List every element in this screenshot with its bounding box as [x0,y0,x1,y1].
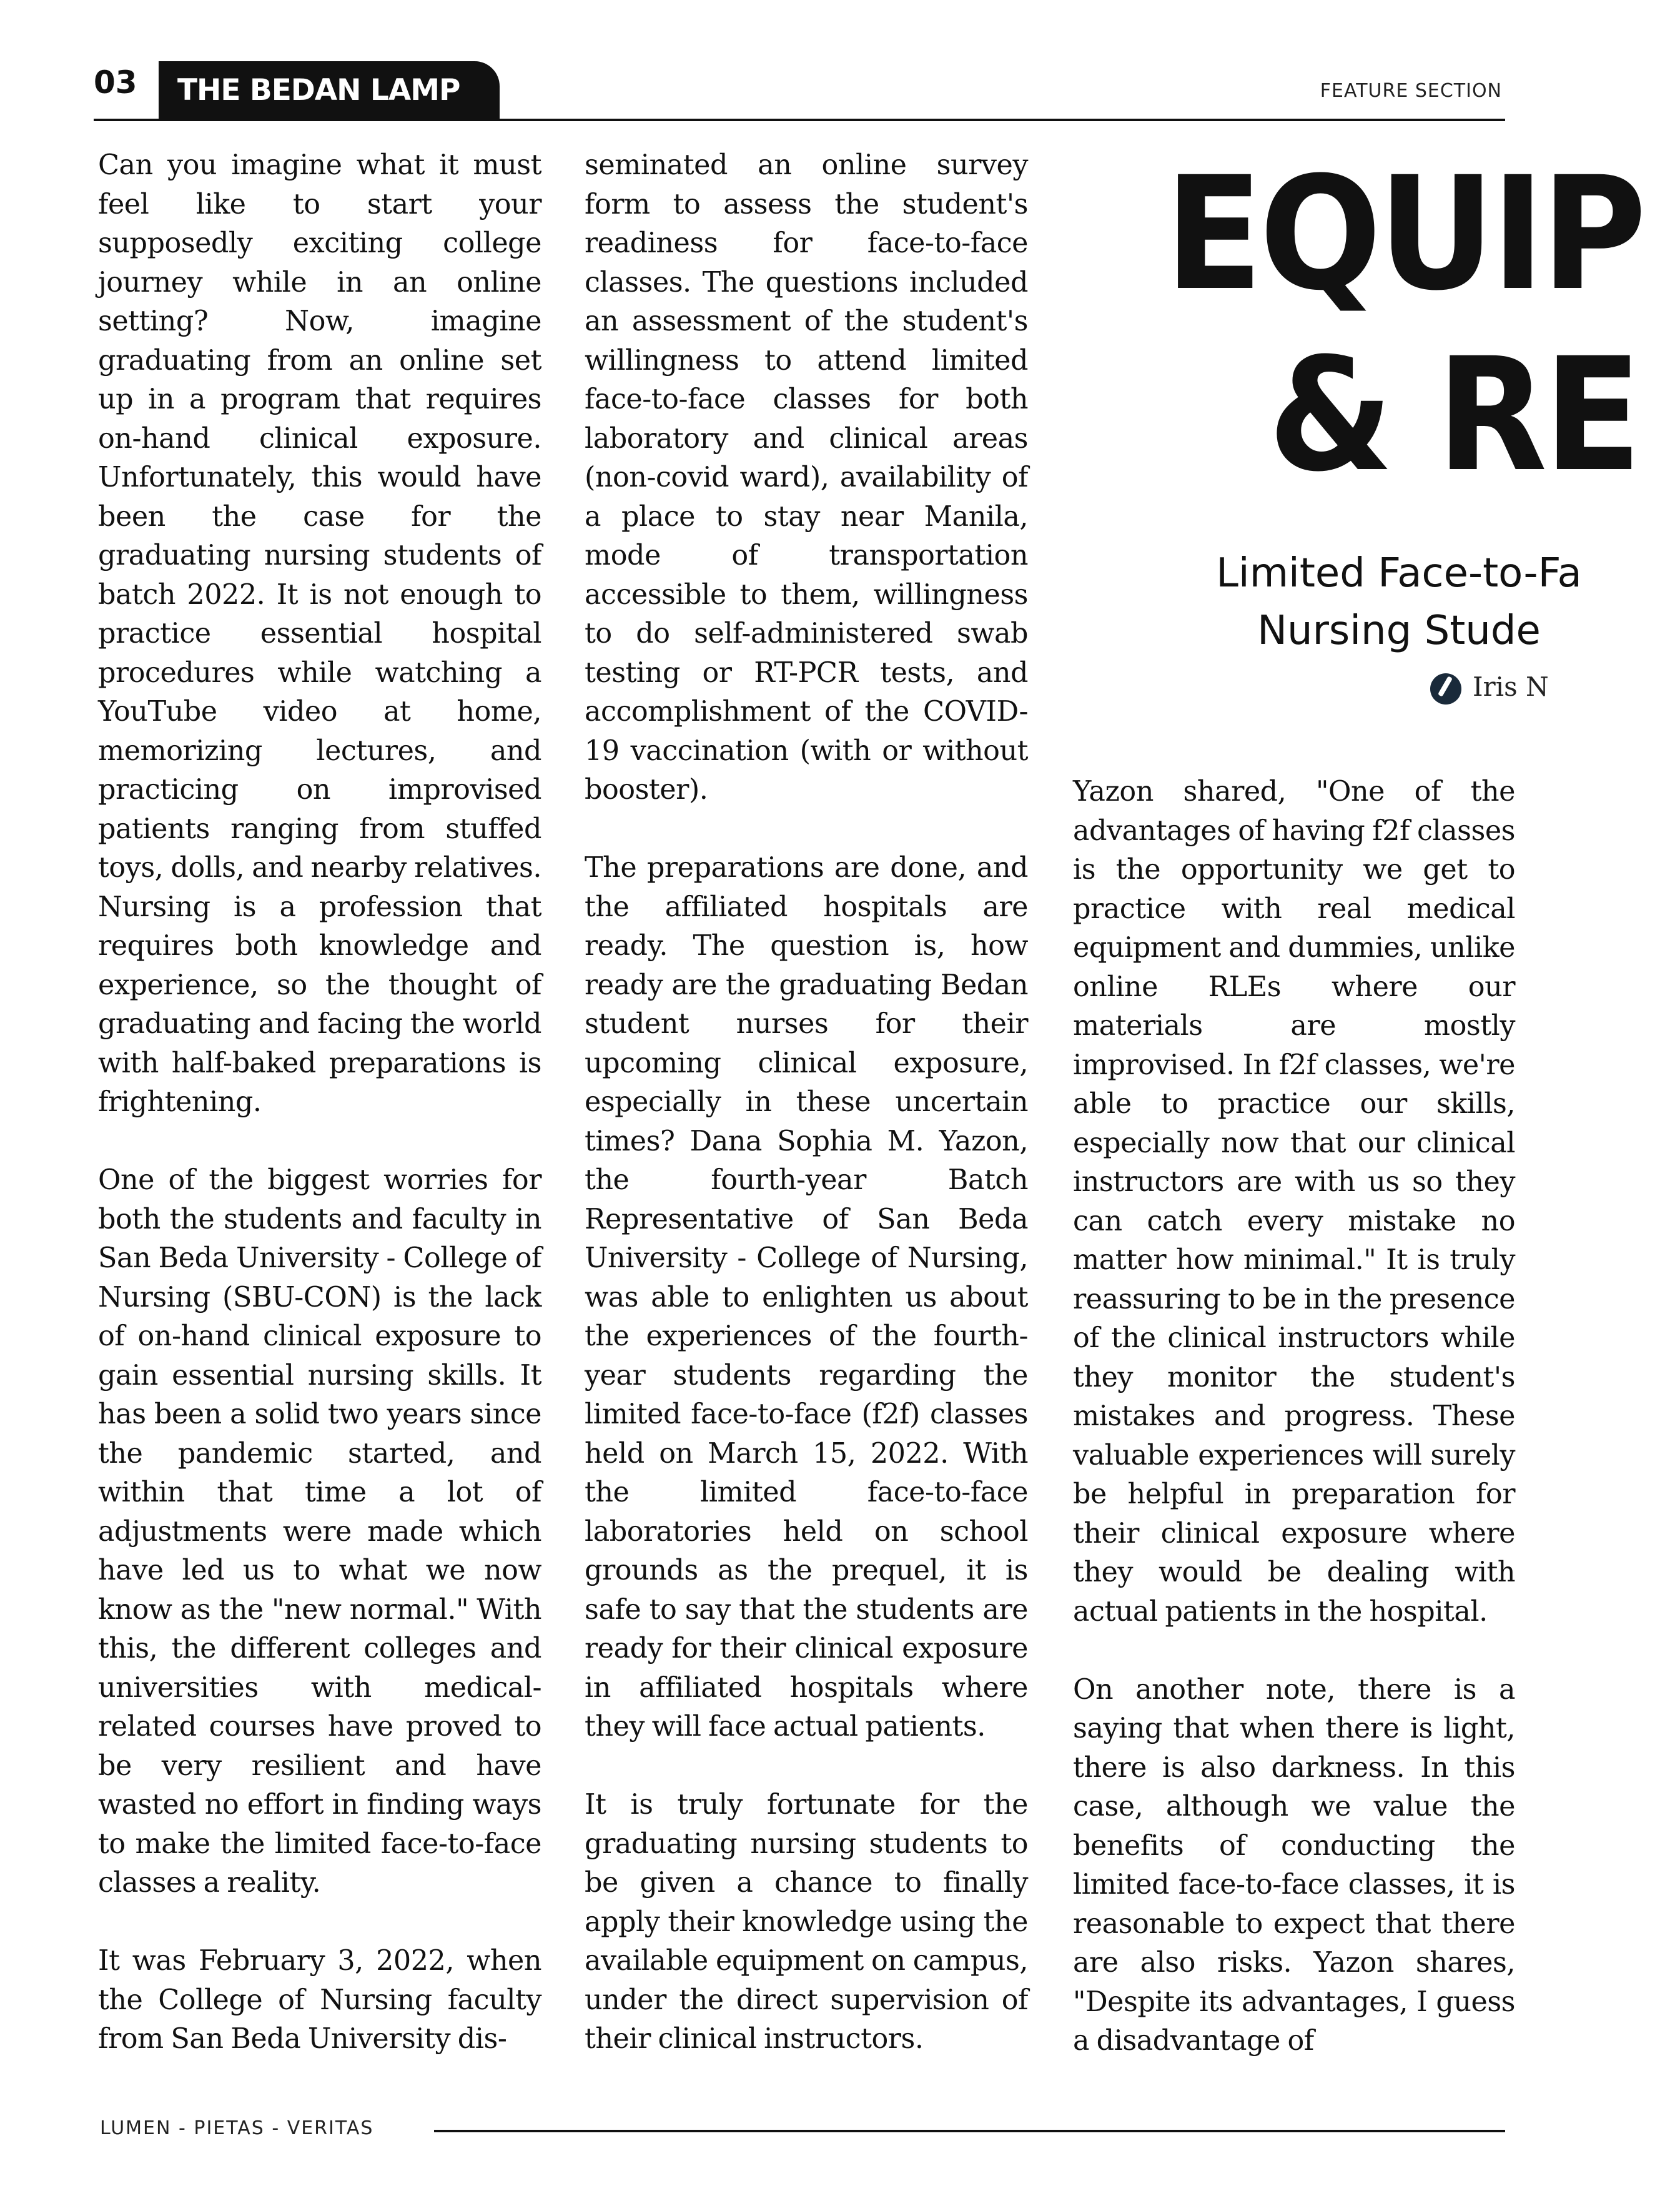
article-column-1 [98,146,541,2098]
section-label: FEATURE SECTION [1320,80,1502,102]
page-number: 03 [94,64,137,101]
paragraph: The preparations are done, and the affiliated hospitals are ready. The question is, how ready are the graduating Bedan student nurses for their upcoming clinical exposure, especially in these uncertain times? Dana Sophia M. Yazon, the fourth-year Batch Representative of San Beda University - College of Nursing, was able to enlighten us about the experiences of the fourth-year students regarding the limited face-to-face (f2f) classes held on March 15, 2022. With the limited face-to-face laboratories held on school grounds as the prequel, it is safe to say that the students are ready for their clinical exposure in affiliated hospitals where they will face actual patients. [585,852,1028,1743]
byline [1430,671,1549,705]
footer-motto: LUMEN - PIETAS - VERITAS [100,2117,374,2139]
subtitle [1118,545,1680,660]
author-name: Iris N [1473,671,1549,702]
subtitle-line-2: Nursing Stude [1257,608,1541,654]
headline [1165,143,1643,506]
quill-icon [1430,673,1461,705]
article-column-2 [585,146,1028,2098]
paragraph: Yazon shared, "One of the advantages of having f2f classes is the opportunity we get to practice with real medical equipment and dummies, unlike online RLEs where our materials are mostly improvised. In f2f classes, we're able to practice our skills, especially now that our clinical instructors are with us so they can catch every mistake no matter how minimal." It is truly reassuring to be in the presence of the clinical instructors while they monitor the student's mistakes and progress. These valuable experiences will surely be helpful in preparation for their clinical exposure where they would be dealing with actual patients in the hospital. [1073,776,1515,1628]
article-column-3 [1073,773,1515,2100]
footer-rule [434,2130,1505,2132]
paragraph: Can you imagine what it must feel like to start your supposedly exciting college journey while in an online setting? Now, imagine graduating from an online set up in a program that requires on-hand clinical exposure. Unfortunately, this would have been the case for the graduating nursing students of batch 2022. It is not enough to practice essential hospital procedures while watching a YouTube video at home, memorizing lectures, and practicing on improvised patients ranging from stuffed toys, dolls, and nearby relatives. Nursing is a profession that requires both knowledge and experience, so the thought of graduating and facing the world with half-baked preparations is frightening. [98,149,541,1118]
headline-line-1: EQUIP [1165,143,1643,325]
paragraph: One of the biggest worries for both the students and faculty in San Beda University - College of Nursing (SBU-CON) is the lack of on-hand clinical exposure to gain essential nursing skills. It has been a solid two years since the pandemic started, and within that time a lot of adjustments were made which have led us to what we now know as the "new normal." With this, the different colleges and universities with medical-related courses have proved to be very resilient and have wasted no effort in finding ways to make the limited face-to-face classes a reality. [98,1164,541,1899]
publication-title: THE BEDAN LAMP [159,61,500,120]
headline-line-2: & RE [1268,324,1639,506]
paragraph: On another note, there is a saying that when there is light, there is also darkness. In this case, although we value the benefits of conducting the limited face-to-face classes, it is reasonable to expect that there are also risks. Yazon shares, "Despite its advantages, I guess a disadvantage of [1073,1673,1515,2057]
header-rule [94,119,1505,121]
paragraph: It is truly fortunate for the graduating nursing students to be given a chance to finally apply their knowledge using the available equipment on campus, under the direct supervision of their clinical instructors. [585,1789,1028,2055]
paragraph: It was February 3, 2022, when the College of Nursing faculty from San Beda University dis- [98,1945,541,2055]
paragraph: seminated an online survey form to assess the student's readiness for face-to-face classes. The questions included an assessment of the student's willingness to attend limited face-to-face classes for both laboratory and clinical areas (non-covid ward), availability of a place to stay near Manila, mode of transportation accessible to them, willingness to do self-administered swab testing or RT-PCR tests, and accomplishment of the COVID-19 vaccination (with or without booster). [585,149,1028,806]
subtitle-line-1: Limited Face-to-Fa [1216,550,1582,596]
